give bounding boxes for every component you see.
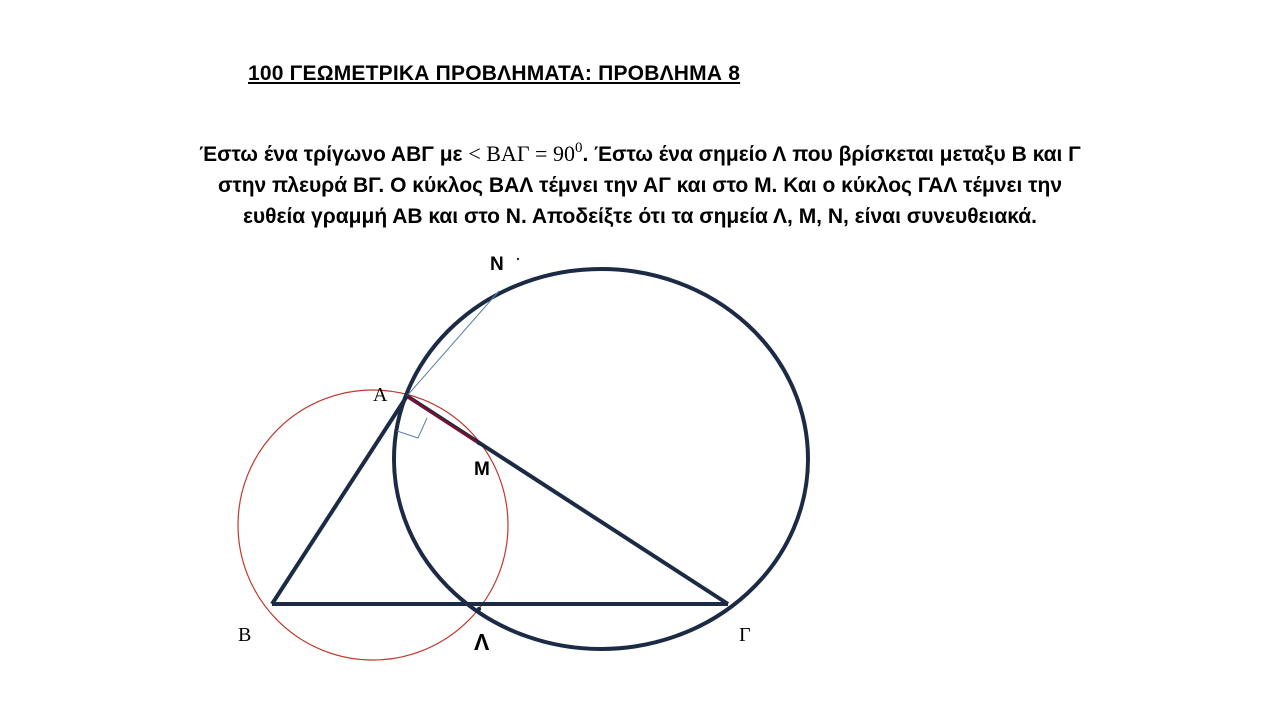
- right-angle-marker: [397, 418, 427, 438]
- statement-text-1b: . Έστω ένα σημείο Λ που βρίσκεται μεταξυ Β και Γ: [582, 143, 1081, 166]
- point-L: [477, 607, 481, 611]
- side-AB: [272, 396, 407, 604]
- circle-GAL: [394, 269, 808, 649]
- angle-expression-text: < ΒΑΓ = 90: [468, 141, 575, 166]
- point-M: [477, 441, 481, 445]
- label-B: Β: [238, 624, 252, 646]
- label-G: Γ: [739, 624, 751, 646]
- label-A: Α: [373, 384, 388, 406]
- label-N: N: [490, 254, 504, 275]
- page-title: 100 ΓΕΩΜΕΤΡΙΚΑ ΠΡΟΒΛΗΜΑΤΑ: ΠΡΟΒΛΗΜΑ 8: [248, 62, 741, 85]
- label-L: Λ: [474, 629, 490, 655]
- label-M: Μ: [474, 459, 490, 480]
- point-N: [517, 258, 519, 260]
- statement-text-1a: Έστω ένα τρίγωνο ΑΒΓ με: [199, 143, 469, 166]
- circle-BAL: [238, 390, 508, 660]
- statement-line-3: ευθεία γραμμή ΑΒ και στο Ν. Αποδείξτε ότι τα σημεία Λ, Μ, Ν, είναι συνευθειακά.: [242, 205, 1038, 228]
- statement-line-2: στην πλευρά ΒΓ. Ο κύκλος ΒΑΛ τέμνει την ΑΓ και στο Μ. Και ο κύκλος ΓΑΛ τέμνει την: [217, 174, 1063, 197]
- angle-exponent: 0: [574, 140, 583, 156]
- line-AN: [406, 291, 499, 397]
